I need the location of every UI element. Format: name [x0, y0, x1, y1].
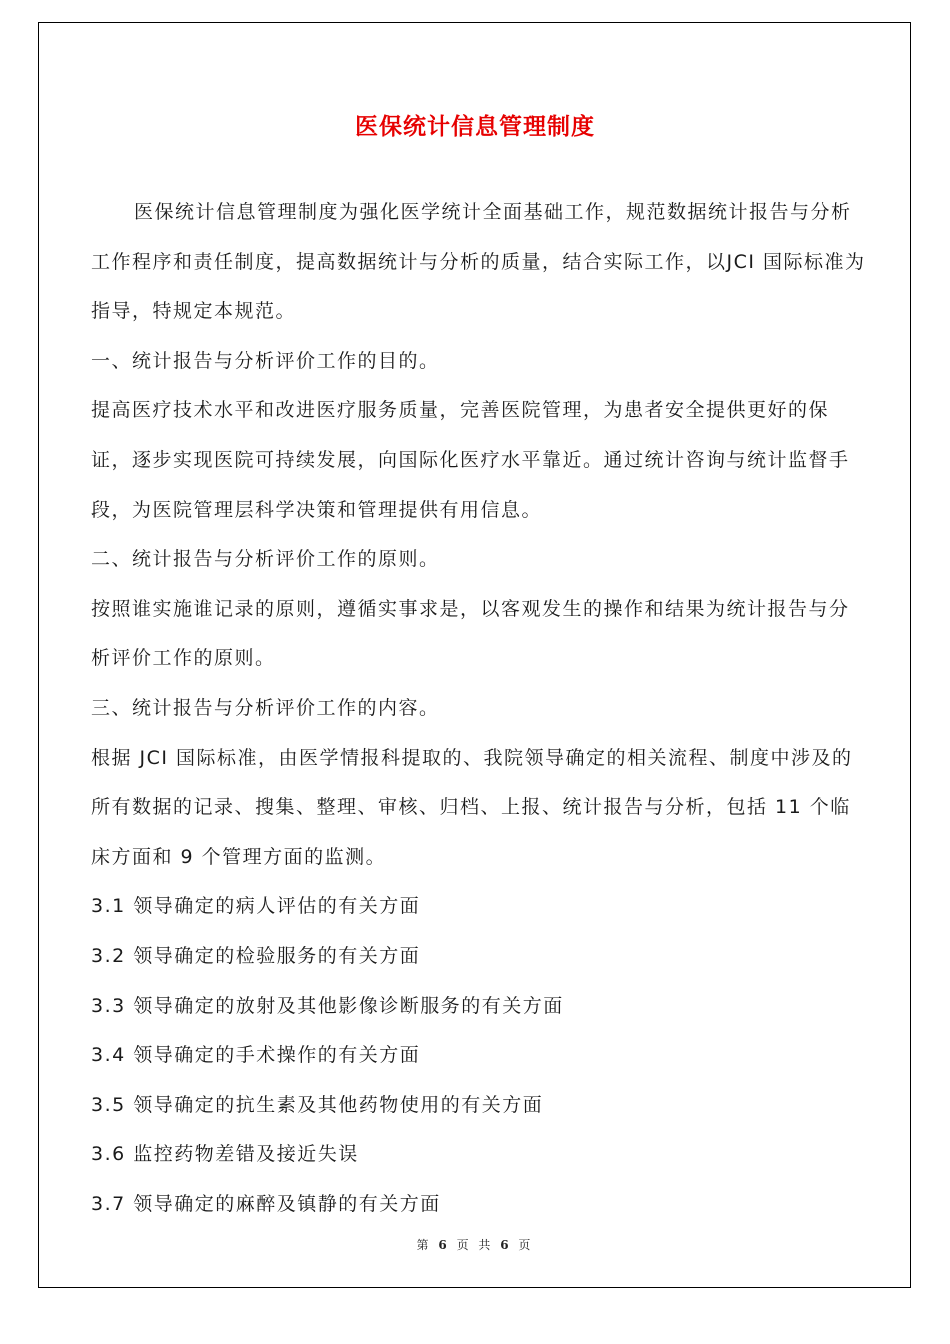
footer-suffix: 页: [518, 1238, 534, 1252]
list-item: 3.5 领导确定的抗生素及其他药物使用的有关方面: [91, 1093, 544, 1116]
intro-paragraph: 医保统计信息管理制度为强化医学统计全面基础工作，规范数据统计报告与分析工作程序和责任制度，提高数据统计与分析的质量，结合实际工作，以JCI 国际标准为指导，特规定本规范。: [91, 201, 866, 323]
list-item: 3.6 监控药物差错及接近失误: [91, 1143, 359, 1166]
document-body: [91, 188, 866, 1229]
list-item: 3.3 领导确定的放射及其他影像诊断服务的有关方面: [91, 994, 564, 1017]
footer-page-number: 6: [438, 1238, 450, 1252]
section-heading-content: 三、统计报告与分析评价工作的内容。: [91, 696, 440, 719]
footer-middle: 页 共: [456, 1238, 494, 1252]
list-item: 3.2 领导确定的检验服务的有关方面: [91, 944, 421, 967]
list-item: 3.4 领导确定的手术操作的有关方面: [91, 1044, 421, 1067]
list-item: 3.7 领导确定的麻醉及镇静的有关方面: [91, 1192, 441, 1215]
principle-paragraph: 按照谁实施谁记录的原则，遵循实事求是，以客观发生的操作和结果为统计报告与分析评价工作的原则。: [91, 597, 850, 670]
page-footer: [0, 1236, 950, 1253]
section-heading-purpose: 一、统计报告与分析评价工作的目的。: [91, 349, 440, 372]
purpose-paragraph: 提高医疗技术水平和改进医疗服务质量，完善医院管理，为患者安全提供更好的保证，逐步实现医院可持续发展，向国际化医疗水平靠近。通过统计咨询与统计监督手段，为医院管理层科学决策和管理提供有用信息。: [91, 399, 850, 521]
footer-page-total: 6: [500, 1238, 512, 1252]
content-paragraph: 根据 JCI 国际标准，由医学情报科提取的、我院领导确定的相关流程、制度中涉及的所有数据的记录、搜集、整理、审核、归档、上报、统计报告与分析，包括 11 个临床方面和 9 个管理方面的监测。: [91, 746, 853, 868]
document-title: 医保统计信息管理制度: [355, 113, 595, 140]
footer-prefix: 第: [416, 1238, 432, 1252]
list-item: 3.1 领导确定的病人评估的有关方面: [91, 895, 421, 918]
section-heading-principle: 二、统计报告与分析评价工作的原则。: [91, 548, 440, 571]
